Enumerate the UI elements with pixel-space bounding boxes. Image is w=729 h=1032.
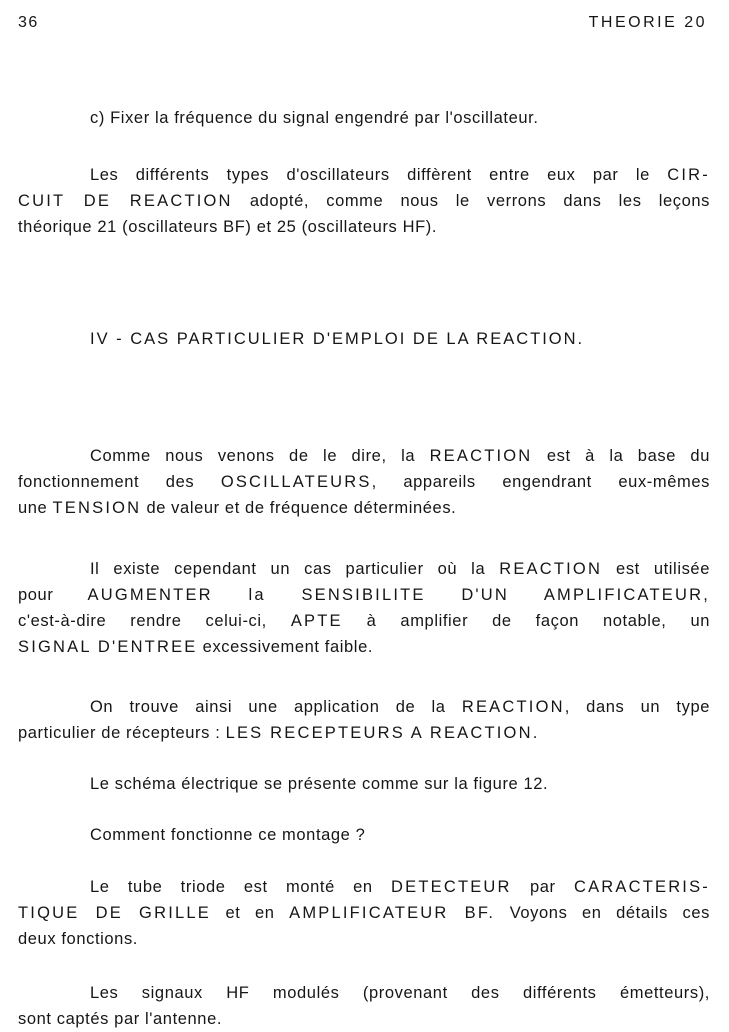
emphasis: REACTION (461, 698, 565, 716)
paragraph-application (18, 694, 710, 746)
paragraph-figure-ref (18, 771, 710, 797)
text-line: deux fonctions. (18, 930, 138, 948)
paragraph-question (18, 822, 710, 848)
text-line: particulier de récepteurs : LES RECEPTEURS A REACTION. (18, 724, 540, 742)
paragraph-reaction-base (18, 443, 710, 521)
text-line: fonctionnement des OSCILLATEURS, appareils engendrant eux-mêmes (18, 473, 710, 491)
text-line: Comme nous venons de le dire, la REACTION est à la base du (90, 447, 710, 465)
text-line: Le tube triode est monté en DETECTEUR par CARACTERIS- (90, 878, 710, 896)
paragraph-triode (18, 874, 710, 952)
text-line: Il existe cependant un cas particulier où la REACTION est utilisée (90, 560, 710, 578)
paragraph-special-case (18, 556, 710, 660)
text-line: SIGNAL D'ENTREE excessivement faible. (18, 638, 374, 656)
text-line: Les différents types d'oscillateurs diffèrent entre eux par le CIR- (90, 166, 710, 184)
emphasis: REACTION (499, 560, 603, 578)
text-line: une TENSION de valeur et de fréquence déterminées. (18, 499, 457, 517)
emphasis: APTE (290, 612, 343, 630)
section-heading: IV - CAS PARTICULIER D'EMPLOI DE LA REACTION. (90, 330, 585, 348)
text-line: On trouve ainsi une application de la REACTION, dans un type (90, 698, 711, 716)
text-line: Comment fonctionne ce montage ? (90, 826, 366, 844)
paragraph-hf-signals (18, 980, 710, 1032)
text-line: CUIT DE REACTION adopté, comme nous le verrons dans les leçons (18, 192, 710, 210)
text-line: c) Fixer la fréquence du signal engendré par l'oscillateur. (90, 109, 539, 127)
emphasis: DETECTEUR (391, 878, 512, 896)
text-line: Le schéma électrique se présente comme sur la figure 12. (90, 775, 549, 793)
emphasis: TENSION (52, 499, 142, 517)
section-title: THEORIE 20 (588, 14, 707, 31)
emphasis: CIR- (667, 166, 710, 184)
emphasis: CARACTERIS- (573, 878, 710, 896)
paragraph-item-c (18, 105, 710, 131)
emphasis: REACTION (429, 447, 533, 465)
text-line: Les signaux HF modulés (provenant des différents émetteurs), (90, 984, 710, 1002)
emphasis: CUIT DE REACTION (18, 192, 233, 210)
emphasis: AUGMENTER la SENSIBILITE D'UN AMPLIFICATEUR, (87, 586, 710, 604)
emphasis: SIGNAL D'ENTREE (18, 638, 198, 656)
text-line: pour AUGMENTER la SENSIBILITE D'UN AMPLIFICATEUR, (18, 586, 710, 604)
emphasis: OSCILLATEURS (220, 473, 372, 491)
paragraph-oscillator-types (18, 162, 710, 240)
emphasis: TIQUE DE GRILLE (18, 904, 211, 922)
text-line: sont captés par l'antenne. (18, 1010, 223, 1028)
text-line: c'est-à-dire rendre celui-ci, APTE à amplifier de façon notable, un (18, 612, 711, 630)
emphasis: AMPLIFICATEUR BF. (289, 904, 496, 922)
page-number: 36 (18, 14, 39, 31)
emphasis: LES RECEPTEURS A REACTION. (225, 724, 540, 742)
text-line: théorique 21 (oscillateurs BF) et 25 (oscillateurs HF). (18, 218, 438, 236)
text-line: TIQUE DE GRILLE et en AMPLIFICATEUR BF. Voyons en détails ces (18, 904, 711, 922)
